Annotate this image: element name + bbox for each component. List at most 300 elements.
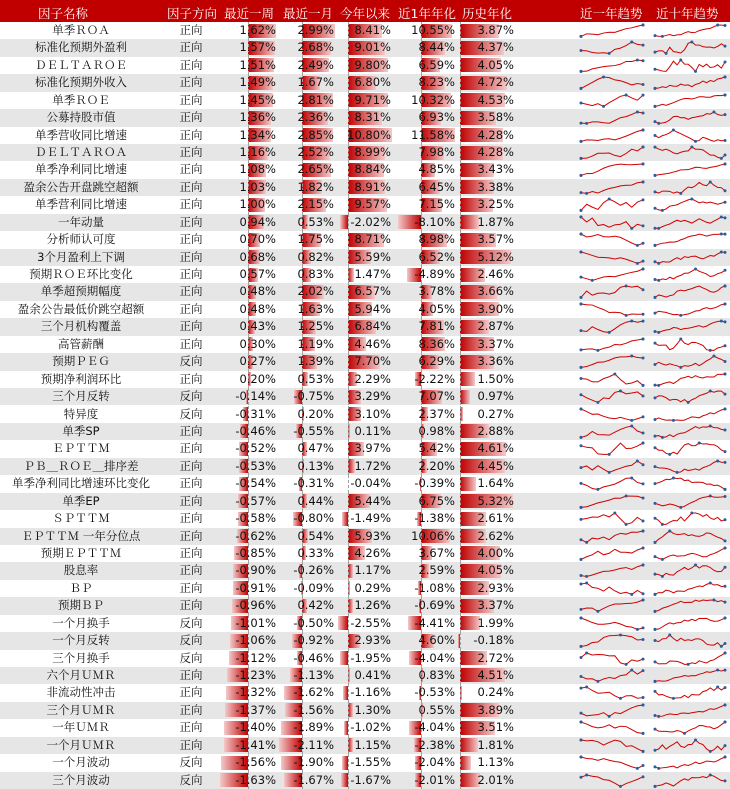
sparkline-marker [724, 372, 727, 375]
value-hist: 1.64% [477, 476, 514, 491]
sparkline [577, 92, 647, 109]
sparkline-marker [580, 756, 583, 759]
value-hist: 0.24% [477, 685, 514, 700]
sparkline-marker [602, 105, 605, 108]
sparkline-marker [642, 431, 645, 434]
sparkline-marker [712, 599, 715, 602]
sparkline-path [655, 565, 725, 576]
sparkline-marker [596, 488, 599, 491]
value-week: -0.46% [235, 423, 276, 438]
value-week: 1.00% [239, 197, 276, 212]
value-week: -0.52% [235, 441, 276, 456]
sparkline-path [581, 426, 643, 437]
sparkline-marker [642, 320, 645, 323]
factor-name: 3个月盈利上下调 [37, 249, 125, 264]
sparkline-marker [642, 357, 645, 360]
sparkline-marker [580, 174, 583, 177]
value-hist: 4.53% [477, 92, 514, 107]
factor-name: 分析师认可度 [46, 232, 116, 247]
value-hist: 3.25% [477, 197, 514, 212]
value-week: 1.34% [239, 127, 276, 142]
table-row [0, 632, 730, 649]
factor-direction: 正向 [179, 441, 203, 456]
sparkline-marker [642, 696, 645, 699]
table-row [0, 249, 730, 266]
sparkline-marker [580, 302, 583, 305]
factor-direction: 正向 [179, 267, 203, 282]
table-row [0, 754, 730, 771]
sparkline-marker [720, 157, 723, 160]
sparkline [577, 301, 647, 318]
value-month: 1.19% [297, 336, 334, 351]
value-week: 1.62% [239, 23, 276, 37]
factor-name: 公募持股市值 [46, 110, 116, 125]
value-month: -0.75% [293, 389, 334, 404]
sparkline-marker [657, 767, 660, 770]
table-row [0, 318, 730, 335]
sparkline-path [581, 269, 643, 280]
factor-name: ＳＰＴＴＭ [52, 511, 110, 526]
factor-name: 标准化预期外盈利 [35, 40, 127, 55]
sparkline-marker [654, 105, 657, 108]
value-month: 1.63% [297, 301, 334, 316]
value-week: -0.91% [235, 580, 276, 595]
value-week: 0.27% [239, 354, 276, 369]
header-year1: 近1年年化 [398, 6, 456, 21]
sparkline-marker [654, 68, 657, 71]
value-ytd: 0.41% [354, 667, 391, 682]
sparkline-marker [720, 645, 723, 648]
sparkline-marker [654, 341, 657, 344]
sparkline-path [581, 234, 643, 245]
sparkline-marker [580, 558, 583, 561]
value-year1: 8.44% [418, 40, 455, 55]
sparkline-path [655, 77, 725, 88]
sparkline [577, 475, 647, 492]
factor-name: 股息率 [63, 563, 99, 578]
value-week: 0.20% [239, 371, 276, 386]
sparkline [651, 22, 729, 39]
sparkline-path [655, 513, 725, 524]
value-year1: 6.93% [418, 110, 455, 125]
sparkline [651, 144, 729, 161]
sparkline-marker [654, 51, 657, 54]
value-week: 1.08% [239, 162, 276, 177]
value-hist: 2.93% [477, 580, 514, 595]
sparkline [577, 371, 647, 388]
value-ytd: 4.26% [354, 545, 391, 560]
value-hist: 3.90% [477, 301, 514, 316]
sparkline-path [581, 409, 643, 420]
sparkline [577, 231, 647, 248]
sparkline [651, 39, 729, 56]
value-hist: 5.12% [477, 249, 514, 264]
sparkline-marker [654, 610, 657, 613]
sparkline-marker [709, 349, 712, 352]
factor-direction: 正向 [179, 458, 203, 473]
sparkline-marker [580, 538, 583, 541]
factor-direction: 正向 [179, 667, 203, 682]
value-week: -0.57% [235, 493, 276, 508]
sparkline-marker [642, 599, 645, 602]
header-hist: 历史年化 [462, 6, 513, 21]
value-year1: -0.53% [414, 685, 455, 700]
sparkline-marker [580, 711, 583, 714]
value-month: 2.15% [297, 197, 334, 212]
sparkline [651, 737, 729, 754]
sparkline-marker [668, 634, 671, 637]
factor-name: 标准化预期外收入 [35, 75, 127, 90]
factor-direction: 正向 [179, 145, 203, 160]
value-month: -0.55% [293, 423, 334, 438]
sparkline-path [655, 147, 725, 158]
value-week: 1.16% [239, 145, 276, 160]
sparkline [577, 39, 647, 56]
factor-direction: 正向 [179, 179, 203, 194]
sparkline-path [655, 356, 725, 367]
sparkline-marker [724, 428, 727, 431]
value-month: -0.46% [293, 650, 334, 665]
value-hist: 4.28% [477, 127, 514, 142]
sparkline [651, 74, 729, 91]
sparkline-marker [672, 697, 675, 700]
value-hist: 2.01% [477, 772, 514, 787]
value-year1: 3.78% [418, 284, 455, 299]
sparkline-marker [625, 314, 628, 317]
sparkline [651, 667, 729, 684]
value-week: -0.62% [235, 528, 276, 543]
value-week: -0.96% [235, 598, 276, 613]
value-year1: 5.42% [418, 441, 455, 456]
table-row [0, 144, 730, 161]
sparkline-marker [654, 502, 657, 505]
sparkline [651, 440, 729, 457]
value-year1: -2.01% [414, 772, 455, 787]
value-week: -0.31% [235, 406, 276, 421]
sparkline-marker [661, 523, 664, 526]
sparkline-path [655, 409, 725, 420]
factor-direction: 反向 [179, 772, 203, 787]
value-month: 0.82% [297, 249, 334, 264]
value-week: 0.70% [239, 232, 276, 247]
value-week: -0.90% [235, 563, 276, 578]
value-year1: 7.07% [418, 389, 455, 404]
sparkline-marker [712, 355, 715, 358]
sparkline-marker [661, 436, 664, 439]
factor-direction: 正向 [179, 545, 203, 560]
value-hist: 0.27% [477, 406, 514, 421]
factor-name: 三个月换手 [52, 650, 110, 665]
sparkline-marker [596, 349, 599, 352]
sparkline-path [655, 286, 725, 297]
factor-name: 预期净利润环比 [40, 371, 122, 386]
table-row [0, 196, 730, 213]
value-year1: 8.23% [418, 75, 455, 90]
sparkline [577, 388, 647, 405]
sparkline-marker [642, 496, 645, 499]
sparkline-path [655, 60, 725, 71]
value-year1: 10.55% [411, 23, 455, 37]
value-hist: 2.62% [477, 528, 514, 543]
sparkline-marker [580, 518, 583, 521]
sparkline-marker [625, 285, 628, 288]
value-month: 0.13% [297, 458, 334, 473]
value-week: -1.56% [235, 755, 276, 770]
sparkline [577, 510, 647, 527]
sparkline [651, 772, 729, 789]
sparkline [577, 615, 647, 632]
sparkline-marker [694, 564, 697, 567]
sparkline-marker [596, 401, 599, 404]
factor-name: 一年ＵＭＲ [52, 720, 110, 735]
sparkline-path [655, 304, 725, 315]
table-row [0, 161, 730, 178]
factor-name: 单季EP [62, 493, 100, 508]
value-ytd: -1.55% [350, 755, 391, 770]
sparkline [651, 249, 729, 266]
value-week: 0.48% [239, 301, 276, 316]
sparkline-path [581, 339, 643, 350]
sparkline-marker [608, 331, 611, 334]
sparkline [651, 266, 729, 283]
value-month: -0.92% [293, 633, 334, 648]
factor-direction: 正向 [179, 580, 203, 595]
factor-direction: 正向 [179, 702, 203, 717]
sparkline-path [655, 635, 725, 646]
table-row [0, 719, 730, 736]
value-ytd: 8.31% [354, 110, 391, 125]
sparkline-marker [630, 355, 633, 358]
value-year1: -4.89% [414, 267, 455, 282]
sparkline-marker [724, 461, 727, 464]
value-month: 2.36% [297, 110, 334, 125]
header-month: 最近一月 [283, 6, 334, 21]
value-ytd: 1.17% [354, 563, 391, 578]
header-week: 最近一周 [224, 6, 275, 21]
value-year1: 7.15% [418, 197, 455, 212]
sparkline [651, 423, 729, 440]
table-row [0, 545, 730, 562]
value-ytd: 3.29% [354, 389, 391, 404]
value-week: -1.37% [235, 702, 276, 717]
sparkline-marker [654, 383, 657, 386]
sparkline-marker [709, 773, 712, 776]
sparkline-path [581, 374, 643, 385]
value-hist: 3.43% [477, 162, 514, 177]
sparkline [577, 440, 647, 457]
value-week: 1.36% [239, 110, 276, 125]
sparkline-marker [724, 154, 727, 157]
sparkline [651, 493, 729, 510]
table-row [0, 493, 730, 510]
sparkline-marker [580, 276, 583, 279]
factor-name: 单季净利同比增速 [35, 162, 127, 177]
factor-direction: 正向 [179, 214, 203, 229]
factor-direction: 反向 [179, 389, 203, 404]
value-month: 0.54% [297, 528, 334, 543]
value-year1: 7.98% [418, 145, 455, 160]
sparkline-marker [580, 738, 583, 741]
factor-name: 三个月波动 [52, 772, 110, 787]
factor-direction: 反向 [179, 406, 203, 421]
sparkline-path [655, 112, 725, 123]
value-ytd: 2.93% [354, 633, 391, 648]
sparkline [651, 283, 729, 300]
value-ytd: 5.93% [354, 528, 391, 543]
factor-direction: 正向 [179, 249, 203, 264]
value-year1: -0.69% [414, 598, 455, 613]
table-row [0, 57, 730, 74]
sparkline [577, 580, 647, 597]
value-ytd: 1.15% [354, 737, 391, 752]
sparkline-path [655, 740, 725, 751]
sparkline-marker [613, 512, 616, 515]
sparkline-marker [724, 539, 727, 542]
sparkline-marker [654, 363, 657, 366]
sparkline-marker [642, 626, 645, 629]
sparkline-marker [636, 767, 639, 770]
sparkline [577, 161, 647, 178]
sparkline-path [581, 443, 643, 454]
table-row [0, 684, 730, 701]
value-month: -2.11% [293, 737, 334, 752]
sparkline-marker [580, 466, 583, 469]
sparkline-marker [580, 330, 583, 333]
sparkline-marker [580, 687, 583, 690]
sparkline-marker [580, 445, 583, 448]
sparkline-marker [724, 24, 727, 27]
factor-direction: 正向 [179, 127, 203, 142]
sparkline-marker [642, 520, 645, 523]
sparkline-marker [709, 390, 712, 393]
sparkline-marker [608, 453, 611, 456]
value-month: 0.47% [297, 441, 334, 456]
sparkline [577, 406, 647, 423]
factor-name: 三个月反转 [52, 389, 110, 404]
sparkline-marker [724, 360, 727, 363]
sparkline-marker [683, 732, 686, 735]
factor-name: ＢＰ [69, 580, 93, 595]
sparkline-marker [654, 680, 657, 683]
value-month: 2.02% [297, 284, 334, 299]
factor-name: 三个月机构覆盖 [40, 319, 122, 334]
sparkline [577, 283, 647, 300]
factor-name: 预期ＰＥＧ [52, 354, 110, 369]
sparkline-marker [654, 482, 657, 485]
sparkline-marker [580, 215, 583, 218]
factor-name: 一个月波动 [52, 755, 110, 770]
sparkline [577, 650, 647, 667]
sparkline-path [581, 531, 643, 542]
sparkline-marker [716, 459, 719, 462]
sparkline-marker [676, 471, 679, 474]
factor-name: 三个月ＵＭＲ [46, 702, 116, 717]
value-week: 0.48% [239, 284, 276, 299]
sparkline-marker [580, 101, 583, 104]
factor-name: 预期ＥＰＴＴＭ [40, 545, 122, 560]
factor-name: ＤＥＬＴＡＲＯＥ [35, 57, 127, 72]
value-hist: 1.81% [477, 737, 514, 752]
sparkline-path [581, 112, 643, 123]
value-week: 0.68% [239, 249, 276, 264]
sparkline-marker [672, 128, 675, 131]
sparkline-marker [724, 250, 727, 253]
sparkline-marker [654, 34, 657, 37]
value-month: 1.82% [297, 179, 334, 194]
sparkline-marker [580, 377, 583, 380]
factor-name: ＤＥＬＴＡＲＯＡ [35, 145, 127, 160]
value-ytd: 0.11% [354, 423, 391, 438]
sparkline-marker [608, 198, 611, 201]
sparkline-marker [608, 471, 611, 474]
sparkline-marker [580, 140, 583, 143]
table-row [0, 266, 730, 283]
factor-name: 单季营利同比增速 [35, 197, 127, 212]
factor-direction: 正向 [179, 720, 203, 735]
sparkline [577, 737, 647, 754]
value-ytd: 8.91% [354, 179, 391, 194]
table-row [0, 231, 730, 248]
sparkline-marker [580, 407, 583, 410]
sparkline-marker [642, 224, 645, 227]
sparkline-marker [724, 669, 727, 672]
value-month: 2.99% [297, 23, 334, 37]
value-year1: 4.85% [418, 162, 455, 177]
value-year1: -2.22% [414, 371, 455, 386]
table-row [0, 336, 730, 353]
value-week: -1.32% [235, 685, 276, 700]
value-year1: -1.08% [414, 580, 455, 595]
sparkline-marker [630, 320, 633, 323]
table-row [0, 440, 730, 457]
value-year1: 7.81% [418, 319, 455, 334]
value-ytd: 9.80% [354, 57, 391, 72]
value-ytd: 5.59% [354, 249, 391, 264]
sparkline-marker [724, 601, 727, 604]
value-month: -1.62% [293, 685, 334, 700]
sparkline [651, 597, 729, 614]
value-year1: 6.59% [418, 57, 455, 72]
table-row [0, 283, 730, 300]
sparkline-marker [679, 506, 682, 509]
sparkline-path [655, 548, 725, 559]
value-week: -0.54% [235, 476, 276, 491]
value-ytd: 1.72% [354, 458, 391, 473]
table-row [0, 615, 730, 632]
sparkline-path [581, 687, 643, 698]
sparkline-marker [661, 575, 664, 578]
factor-name: 一个月换手 [52, 615, 110, 630]
factor-direction: 正向 [179, 476, 203, 491]
factor-direction: 正向 [179, 40, 203, 55]
sparkline-marker [580, 675, 583, 678]
sparkline-marker [585, 122, 588, 125]
sparkline [651, 684, 729, 701]
factor-direction: 正向 [179, 319, 203, 334]
factor-name: 单季SP [62, 423, 100, 438]
sparkline-marker [724, 189, 727, 192]
value-year1: 0.55% [418, 702, 455, 717]
value-year1: 4.05% [418, 301, 455, 316]
sparkline-marker [630, 227, 633, 230]
sparkline-path [655, 42, 725, 53]
sparkline [651, 719, 729, 736]
factor-name: 非流动性冲击 [46, 685, 116, 700]
value-ytd: 6.84% [354, 319, 391, 334]
value-hist: 3.36% [477, 354, 514, 369]
sparkline-path [655, 426, 725, 437]
sparkline-path [581, 757, 643, 768]
